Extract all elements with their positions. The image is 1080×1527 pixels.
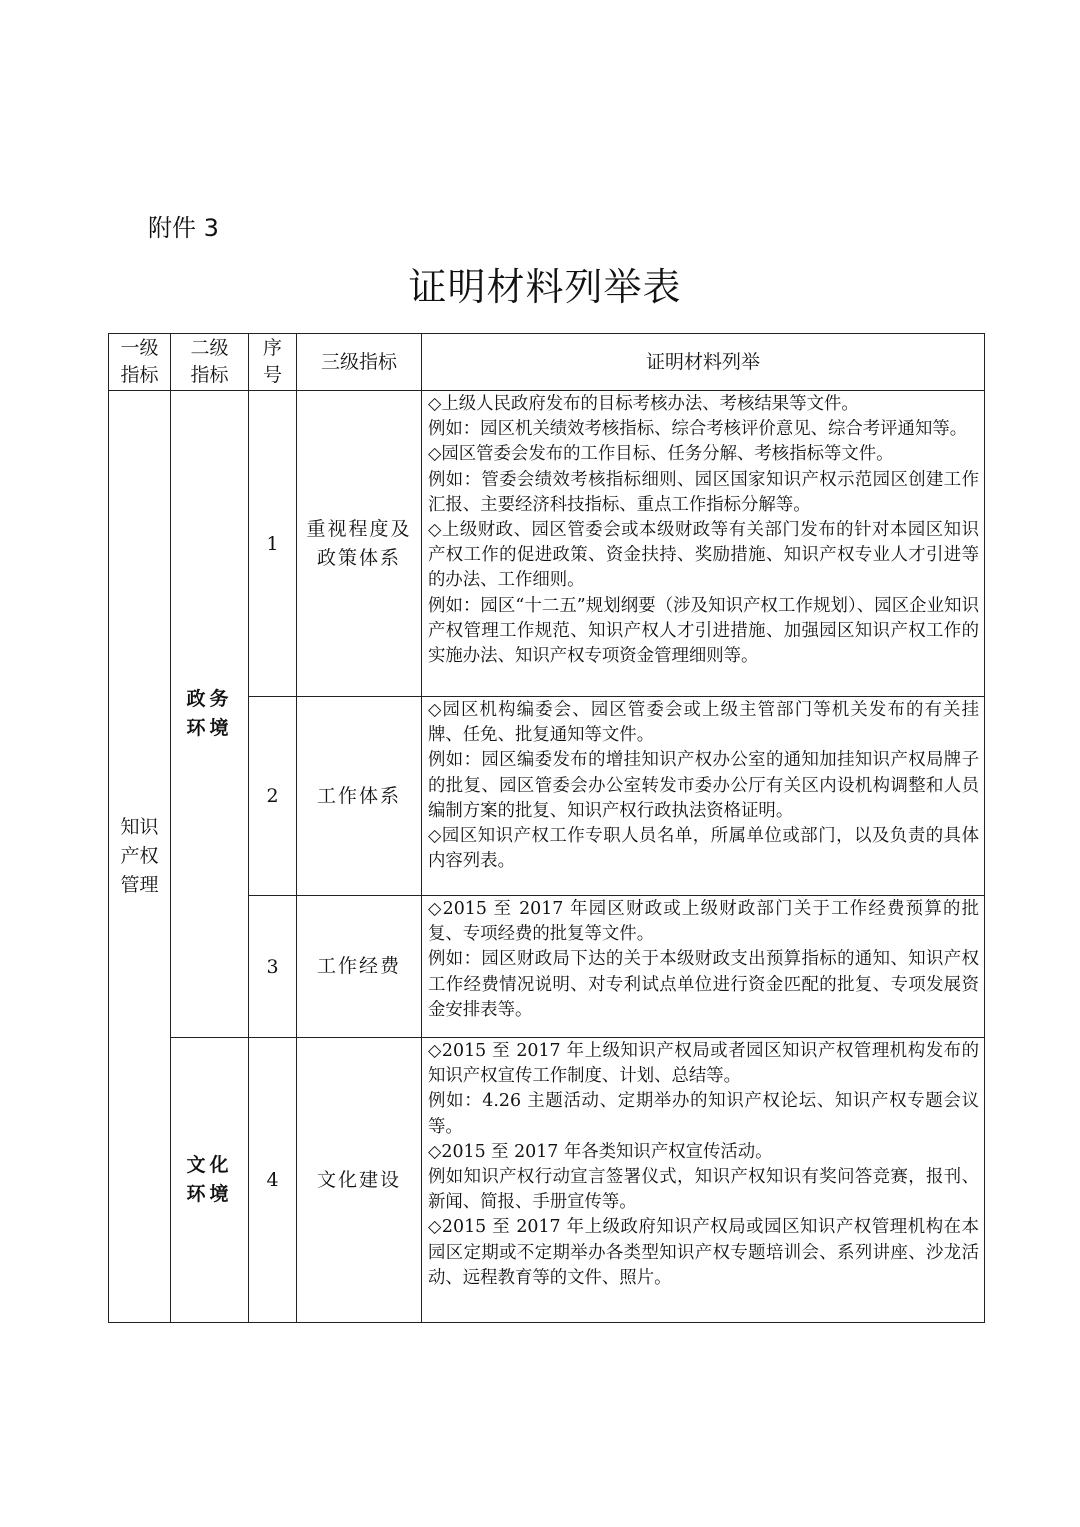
seq-cell: 4 [249, 1038, 297, 1323]
level2-cell [171, 391, 249, 1038]
level3-label: 重视程度及政策体系 [306, 517, 412, 569]
header-seq: 序号 [249, 334, 297, 391]
level3-cell [297, 391, 422, 697]
material-line: 例如：园区机关绩效考核指标、综合考核评价意见、综合考评通知等。 [428, 419, 968, 440]
material-line: 例如：园区“十二五”规划纲要（涉及知识产权工作规划）、园区企业知识产权管理工作规范、知识产权人才引进措施、加强园区知识产权工作的实施办法、知识产权专项资金管理细则等。 [428, 595, 979, 667]
attachment-label: 附件 3 [148, 214, 219, 242]
level3-cell [297, 1038, 422, 1323]
material-line: ◇2015 至 2017 年上级政府知识产权局或园区知识产权管理机构在本园区定期或不定期举办各类型知识产权专题培训会、系列讲座、沙龙活动、远程教育等的文件、照片。 [428, 1217, 979, 1288]
level3-cell [297, 896, 422, 1038]
page-title: 证明材料列举表 [408, 265, 682, 309]
level1-label: 知识产权管理 [120, 816, 159, 896]
level3-cell [297, 697, 422, 896]
materials-table [108, 333, 985, 1323]
materials-cell [422, 697, 985, 896]
material-line: ◇上级人民政府发布的目标考核办法、考核结果等文件。 [428, 394, 859, 414]
materials-cell [422, 896, 985, 1038]
seq-cell: 3 [249, 896, 297, 1038]
level3-label: 文化建设 [316, 1168, 401, 1191]
table-header-row [109, 334, 985, 391]
seq-cell: 2 [249, 697, 297, 896]
header-level3: 三级指标 [297, 334, 422, 391]
table-row [109, 391, 985, 697]
material-line: ◇2015 至 2017 年上级知识产权局或者园区知识产权管理机构发布的知识产权宣传工作制度、计划、总结等。 [428, 1041, 979, 1087]
header-level1: 一级指标 [109, 334, 171, 391]
seq-cell: 1 [249, 391, 297, 697]
material-line: 例如：4.26 主题活动、定期举办的知识产权论坛、知识产权专题会议等。 [428, 1091, 979, 1137]
materials-cell [422, 391, 985, 697]
material-line: ◇园区管委会发布的工作目标、任务分解、考核指标等文件。 [428, 444, 894, 465]
material-line: ◇园区机构编委会、园区管委会或上级主管部门等机关发布的有关挂牌、任免、批复通知等文件。 [428, 700, 979, 746]
materials-cell [422, 1038, 985, 1323]
material-line: 例如：园区编委发布的增挂知识产权办公室的通知加挂知识产权局牌子的批复、园区管委会办公室转发市委办公厅有关区内设机构调整和人员编制方案的批复、知识产权行政执法资格证明。 [428, 750, 979, 821]
material-line: ◇2015 至 2017 年园区财政或上级财政部门关于工作经费预算的批复、专项经费的批复等文件。 [428, 899, 979, 945]
level2-label: 政务环境 [186, 688, 233, 739]
material-line: 例如知识产权行动宣言签署仪式，知识产权知识有奖问答竞赛，报刊、新闻、简报、手册宣传等。 [428, 1167, 979, 1213]
header-level2: 二级指标 [171, 334, 249, 391]
material-line: ◇2015 至 2017 年各类知识产权宣传活动。 [428, 1141, 773, 1162]
level3-label: 工作经费 [316, 955, 401, 977]
material-line: ◇园区知识产权工作专职人员名单，所属单位或部门，以及负责的具体内容列表。 [428, 826, 979, 872]
level2-cell [171, 1038, 249, 1323]
header-materials: 证明材料列举 [422, 334, 985, 391]
material-line: 例如：管委会绩效考核指标细则、园区国家知识产权示范园区创建工作汇报、主要经济科技指标、重点工作指标分解等。 [428, 469, 979, 515]
level3-label: 工作体系 [316, 784, 401, 807]
material-line: ◇上级财政、园区管委会或本级财政等有关部门发布的针对本园区知识产权工作的促进政策、资金扶持、奖励措施、知识产权专业人才引进等的办法、工作细则。 [428, 520, 979, 591]
level2-label: 文化环境 [186, 1154, 233, 1205]
table-row [109, 1038, 985, 1323]
level1-cell [109, 391, 171, 1323]
material-line: 例如：园区财政局下达的关于本级财政支出预算指标的通知、知识产权工作经费情况说明、对专利试点单位进行资金匹配的批复、专项发展资金安排表等。 [428, 949, 979, 1020]
